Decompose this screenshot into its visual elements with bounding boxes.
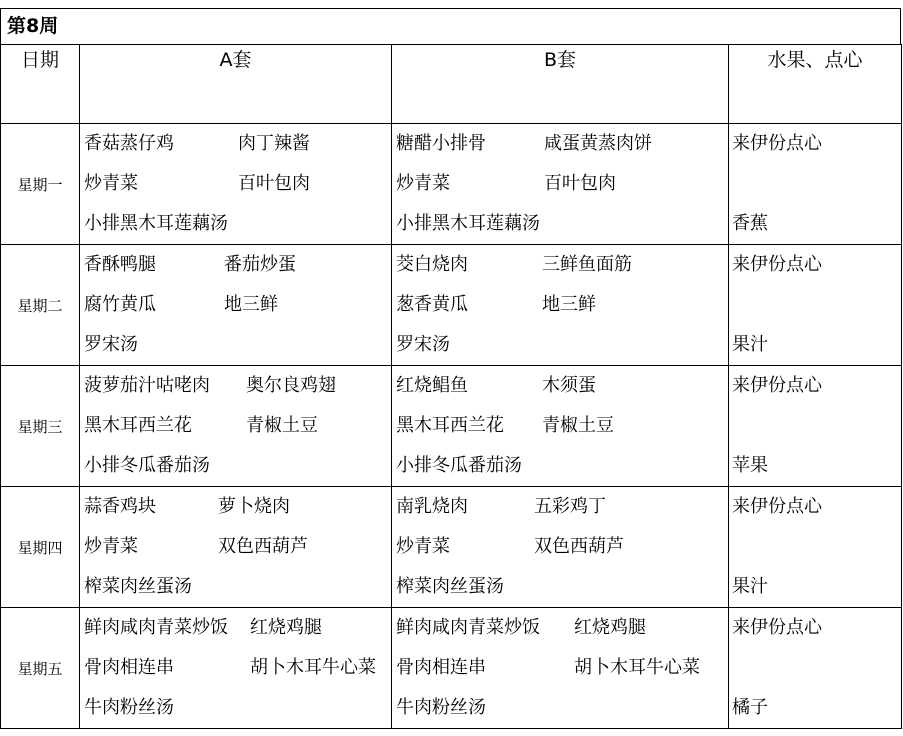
set-b-cell [392, 124, 729, 245]
fruit-item: 来伊份点心 [732, 496, 822, 517]
dish-line [80, 204, 391, 244]
dish-line [392, 164, 728, 204]
day-label: 星期二 [1, 245, 80, 366]
dish-name: 炒青菜 [396, 173, 450, 194]
fruit-item [729, 648, 901, 688]
dish-name: 小排黑木耳莲藕汤 [84, 213, 228, 234]
dish-line [392, 366, 728, 406]
fruit-item: 来伊份点心 [732, 617, 822, 638]
dish-line [392, 688, 728, 728]
header-row [1, 45, 902, 124]
day-row [1, 124, 902, 245]
weekly-menu-table [0, 44, 902, 729]
dish-name: 青椒土豆 [542, 415, 614, 436]
dish-line [80, 527, 391, 567]
fruit-item: 橘子 [732, 697, 768, 718]
day-label: 星期四 [1, 487, 80, 608]
dish-name: 小排黑木耳莲藕汤 [396, 213, 540, 234]
fruit-item: 果汁 [732, 334, 768, 355]
dish-name: 茭白烧肉 [396, 254, 468, 275]
dish-line [80, 648, 391, 688]
fruit-item [729, 527, 901, 567]
dish-name: 地三鲜 [224, 294, 278, 315]
dish-line [80, 406, 391, 446]
dish-line [392, 446, 728, 486]
dish-name: 红烧鸡腿 [574, 617, 646, 638]
fruit-cell [729, 608, 902, 729]
dish-line [392, 285, 728, 325]
dish-name: 咸蛋黄蒸肉饼 [544, 133, 652, 154]
fruit-item [729, 406, 901, 446]
dish-name: 罗宋汤 [396, 334, 450, 355]
fruit-cell [729, 487, 902, 608]
dish-name: 红烧鲳鱼 [396, 375, 468, 396]
dish-name: 糖醋小排骨 [396, 133, 486, 154]
dish-line [392, 608, 728, 648]
dish-name: 双色西葫芦 [218, 536, 308, 557]
set-b-cell [392, 487, 729, 608]
day-label: 星期五 [1, 608, 80, 729]
dish-name: 肉丁辣酱 [238, 133, 310, 154]
day-row [1, 366, 902, 487]
day-label: 星期三 [1, 366, 80, 487]
header-set-a: A套 [80, 45, 392, 124]
week-title-bar [0, 8, 901, 44]
dish-name: 鲜肉咸肉青菜炒饭 [84, 617, 228, 638]
dish-name: 五彩鸡丁 [534, 496, 606, 517]
dish-name: 骨肉相连串 [396, 657, 486, 678]
dish-name: 百叶包肉 [544, 173, 616, 194]
set-a-cell [80, 608, 392, 729]
dish-line [80, 164, 391, 204]
dish-line [392, 204, 728, 244]
header-set-b: B套 [392, 45, 729, 124]
menu-rows [1, 124, 902, 729]
dish-name: 胡卜木耳牛心菜 [250, 657, 376, 678]
dish-name: 葱香黄瓜 [396, 294, 468, 315]
fruit-item: 苹果 [732, 455, 768, 476]
dish-name: 小排冬瓜番茄汤 [84, 455, 210, 476]
dish-name: 黑木耳西兰花 [84, 415, 192, 436]
dish-name: 牛肉粉丝汤 [396, 697, 486, 718]
day-label: 星期一 [1, 124, 80, 245]
dish-name: 青椒土豆 [246, 415, 318, 436]
dish-name: 骨肉相连串 [84, 657, 174, 678]
dish-name: 牛肉粉丝汤 [84, 697, 174, 718]
set-a-cell [80, 245, 392, 366]
day-row [1, 245, 902, 366]
dish-name: 菠萝茄汁咕咾肉 [84, 375, 210, 396]
dish-line [392, 648, 728, 688]
dish-name: 鲜肉咸肉青菜炒饭 [396, 617, 540, 638]
fruit-item: 来伊份点心 [732, 133, 822, 154]
dish-name: 黑木耳西兰花 [396, 415, 504, 436]
dish-line [392, 527, 728, 567]
fruit-item [729, 285, 901, 325]
dish-line [80, 487, 391, 527]
dish-line [392, 406, 728, 446]
set-b-cell [392, 608, 729, 729]
set-a-cell [80, 124, 392, 245]
dish-line [80, 608, 391, 648]
fruit-item: 来伊份点心 [732, 254, 822, 275]
set-a-cell [80, 366, 392, 487]
dish-name: 番茄炒蛋 [224, 254, 296, 275]
dish-name: 罗宋汤 [84, 334, 138, 355]
fruit-cell [729, 366, 902, 487]
fruit-item [729, 164, 901, 204]
dish-name: 榨菜肉丝蛋汤 [84, 576, 192, 597]
dish-name: 香菇蒸仔鸡 [84, 133, 174, 154]
dish-name: 百叶包肉 [238, 173, 310, 194]
week-title: 第8周 [7, 15, 59, 37]
dish-name: 地三鲜 [542, 294, 596, 315]
header-fruit: 水果、点心 [729, 45, 902, 124]
dish-name: 三鲜鱼面筋 [542, 254, 632, 275]
dish-line [80, 567, 391, 607]
dish-line [80, 325, 391, 365]
dish-name: 炒青菜 [84, 536, 138, 557]
dish-name: 木须蛋 [542, 375, 596, 396]
dish-line [80, 285, 391, 325]
set-a-cell [80, 487, 392, 608]
dish-line [392, 325, 728, 365]
dish-name: 腐竹黄瓜 [84, 294, 156, 315]
dish-name: 榨菜肉丝蛋汤 [396, 576, 504, 597]
fruit-item: 香蕉 [732, 213, 768, 234]
dish-name: 小排冬瓜番茄汤 [396, 455, 522, 476]
fruit-item: 来伊份点心 [732, 375, 822, 396]
dish-name: 红烧鸡腿 [250, 617, 322, 638]
fruit-cell [729, 124, 902, 245]
set-b-cell [392, 366, 729, 487]
set-b-cell [392, 245, 729, 366]
dish-name: 萝卜烧肉 [218, 496, 290, 517]
dish-name: 胡卜木耳牛心菜 [574, 657, 700, 678]
header-date: 日期 [1, 45, 80, 124]
dish-line [392, 124, 728, 164]
day-row [1, 487, 902, 608]
dish-name: 奥尔良鸡翅 [246, 375, 336, 396]
day-row [1, 608, 902, 729]
dish-line [80, 124, 391, 164]
dish-name: 双色西葫芦 [534, 536, 624, 557]
dish-line [392, 567, 728, 607]
dish-line [392, 245, 728, 285]
dish-name: 炒青菜 [396, 536, 450, 557]
dish-name: 香酥鸭腿 [84, 254, 156, 275]
dish-name: 蒜香鸡块 [84, 496, 156, 517]
dish-name: 炒青菜 [84, 173, 138, 194]
fruit-cell [729, 245, 902, 366]
dish-line [80, 688, 391, 728]
fruit-item: 果汁 [732, 576, 768, 597]
dish-name: 南乳烧肉 [396, 496, 468, 517]
dish-line [80, 446, 391, 486]
dish-line [80, 366, 391, 406]
dish-line [80, 245, 391, 285]
dish-line [392, 487, 728, 527]
